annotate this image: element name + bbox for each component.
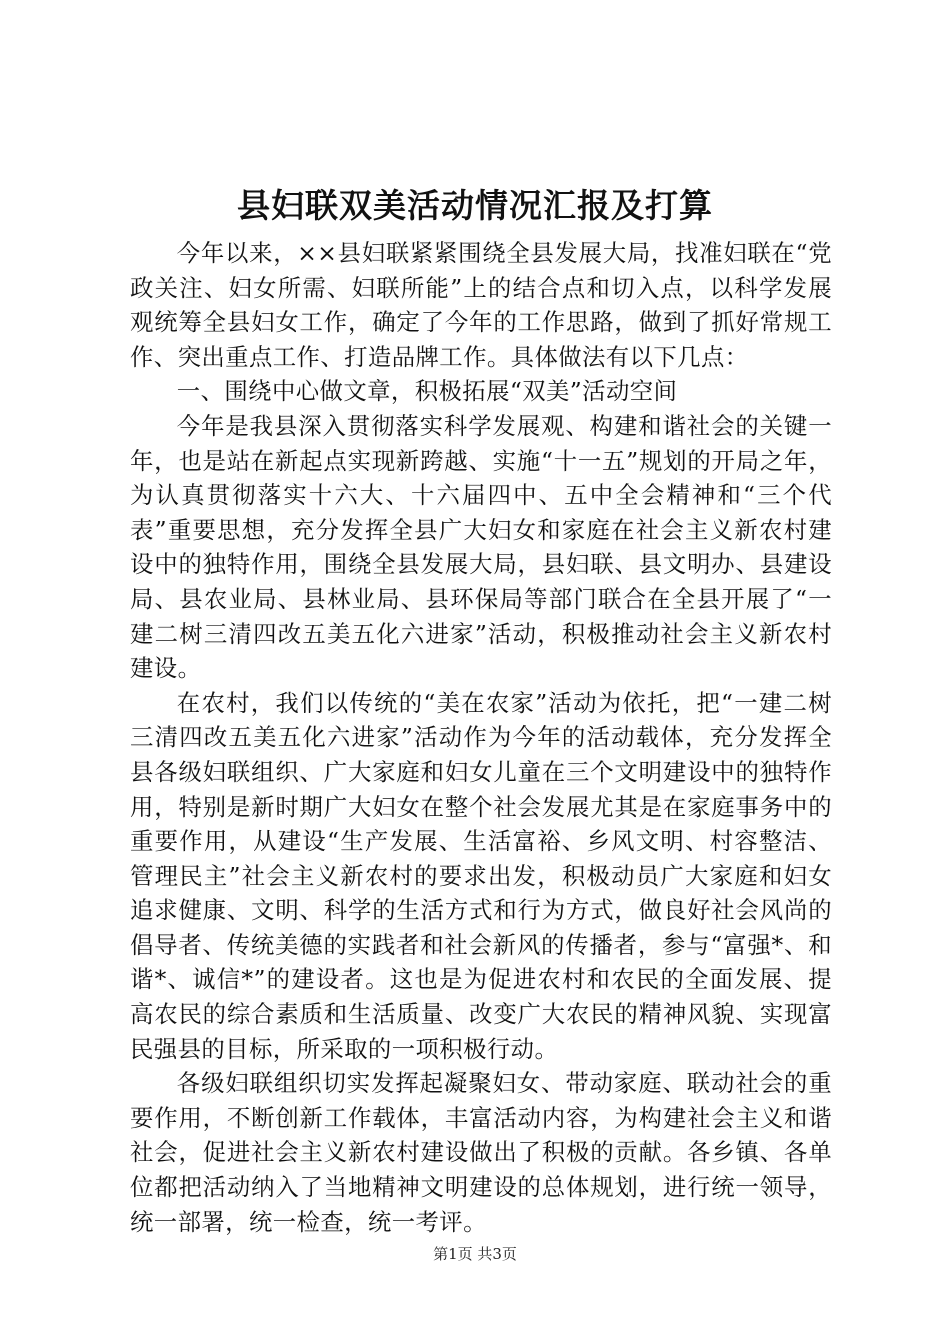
document-body [130, 236, 832, 1239]
page-footer: 第1页 共3页 [433, 1245, 517, 1263]
paragraph-organizations: 各级妇联组织切实发挥起凝聚妇女、带动家庭、联动社会的重要作用，不断创新工作载体，丰富活动内容，为构建社会主义和谐社会，促进社会主义新农村建设做出了积极的贡献。各乡镇、各单位都把活动纳入了当地精神文明建设的总体规划，进行统一领导，统一部署，统一检查，统一考评。 [130, 1069, 832, 1236]
paragraph-rural: 在农村，我们以传统的“美在农家”活动为依托，把“一建二树三清四改五美五化六进家”活动作为今年的活动载体，充分发挥全县各级妇联组织、广大家庭和妇女儿童在三个文明建设中的独特作用，特别是新时期广大妇女在整个社会发展尤其是在家庭事务中的重要作用，从建设“生产发展、生活富裕、乡风文明、村容整洁、管理民主”社会主义新农村的要求出发，积极动员广大家庭和妇女追求健康、文明、科学的生活方式和行为方式，做良好社会风尚的倡导者、传统美德的实践者和社会新风的传播者，参与“富强*、和谐*、诚信*”的建设者。这也是为促进农村和农民的全面发展、提高农民的综合素质和生活质量、改变广大农民的精神风貌、实现富民强县的目标，所采取的一项积极行动。 [130, 688, 832, 1063]
document-title: 县妇联双美活动情况汇报及打算 [237, 186, 713, 225]
paragraph-background: 今年是我县深入贯彻落实科学发展观、构建和谐社会的关键一年，也是站在新起点实现新跨越、实施“十一五”规划的开局之年，为认真贯彻落实十六大、十六届四中、五中全会精神和“三个代表”重要思想，充分发挥全县广大妇女和家庭在社会主义新农村建设中的独特作用，围绕全县发展大局，县妇联、县文明办、县建设局、县农业局、县林业局、县环保局等部门联合在全县开展了“一建二树三清四改五美五化六进家”活动，积极推动社会主义新农村建设。 [130, 411, 832, 683]
section-heading-1: 一、围绕中心做文章，积极拓展“双美”活动空间 [176, 377, 678, 406]
paragraph-intro: 今年以来，××县妇联紧紧围绕全县发展大局，找准妇联在“党政关注、妇女所需、妇联所能”上的结合点和切入点，以科学发展观统筹全县妇女工作，确定了今年的工作思路，做到了抓好常规工作、突出重点工作、打造品牌工作。具体做法有以下几点： [130, 239, 832, 371]
